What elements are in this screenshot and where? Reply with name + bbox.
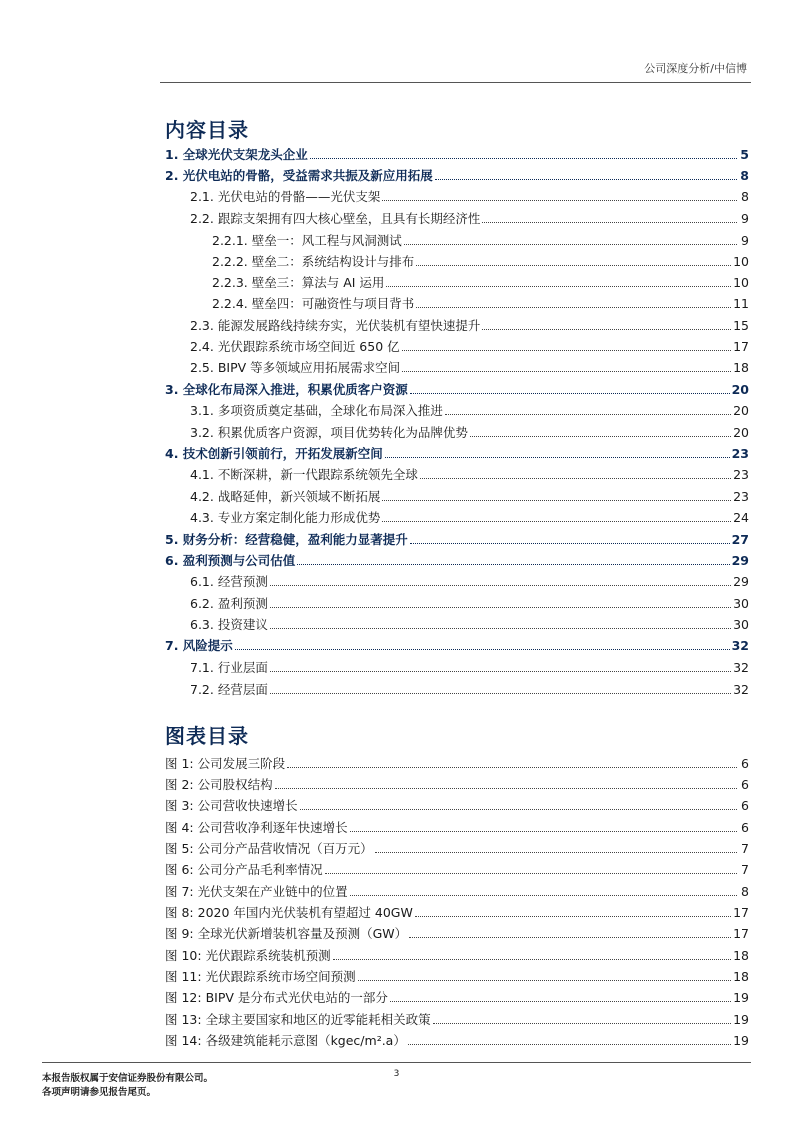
figure-entry[interactable]: 图 11: 光伏跟踪系统市场空间预测 18: [165, 969, 749, 984]
toc-entry[interactable]: 4.2. 战略延伸，新兴领域不断拓展 23: [190, 489, 749, 504]
toc-entry[interactable]: 3. 全球化布局深入推进，积累优质客户资源 20: [165, 382, 749, 397]
toc-entry[interactable]: 3.2. 积累优质客户资源，项目优势转化为品牌优势 20: [190, 425, 749, 440]
figure-entry[interactable]: 图 9: 全球光伏新增装机容量及预测（GW） 17: [165, 926, 749, 941]
toc-entry[interactable]: 6.3. 投资建议 30: [190, 617, 749, 632]
disclaimer-note: 各项声明请参见报告尾页。: [42, 1087, 157, 1098]
toc-entry[interactable]: 3.1. 多项资质奠定基础，全球化布局深入推进 20: [190, 403, 749, 418]
toc-entry[interactable]: 2.2.4. 壁垒四：可融资性与项目背书 11: [212, 296, 749, 311]
figure-entry[interactable]: 图 2: 公司股权结构 6: [165, 777, 749, 792]
toc-entry[interactable]: 2.5. BIPV 等多领域应用拓展需求空间 18: [190, 360, 749, 375]
toc-entry[interactable]: 5. 财务分析：经营稳健，盈利能力显著提升 27: [165, 532, 749, 547]
toc-entry[interactable]: 2.2.2. 壁垒二：系统结构设计与排布 10: [212, 254, 749, 269]
toc-entry[interactable]: 4. 技术创新引领前行，开拓发展新空间 23: [165, 446, 749, 461]
figure-entry[interactable]: 图 12: BIPV 是分布式光伏电站的一部分 19: [165, 990, 749, 1005]
figure-entry[interactable]: 图 8: 2020 年国内光伏装机有望超过 40GW 17: [165, 905, 749, 920]
figure-entry[interactable]: 图 14: 各级建筑能耗示意图（kgec/m².a） 19: [165, 1033, 749, 1048]
toc-entry[interactable]: 2.4. 光伏跟踪系统市场空间近 650 亿 17: [190, 339, 749, 354]
toc-entry[interactable]: 1. 全球光伏支架龙头企业 5: [165, 147, 749, 162]
header-divider: [160, 82, 751, 83]
toc-entry[interactable]: 6.1. 经营预测 29: [190, 574, 749, 589]
toc-entry[interactable]: 6.2. 盈利预测 30: [190, 596, 749, 611]
toc-entry[interactable]: 6. 盈利预测与公司估值 29: [165, 553, 749, 568]
figure-entry[interactable]: 图 7: 光伏支架在产业链中的位置 8: [165, 884, 749, 899]
figure-entry[interactable]: 图 1: 公司发展三阶段 6: [165, 756, 749, 771]
figure-entry[interactable]: 图 3: 公司营收快速增长 6: [165, 798, 749, 813]
toc-entry[interactable]: 7. 风险提示 32: [165, 638, 749, 653]
toc-entry[interactable]: 2.2. 跟踪支架拥有四大核心壁垒，且具有长期经济性 9: [190, 211, 749, 226]
report-header-label: 公司深度分析/中信博: [644, 62, 747, 75]
figures-title: 图表目录: [165, 724, 249, 748]
toc-entry[interactable]: 7.2. 经营层面 32: [190, 682, 749, 697]
figure-entry[interactable]: 图 5: 公司分产品营收情况（百万元） 7: [165, 841, 749, 856]
toc-title: 内容目录: [165, 118, 249, 142]
toc-entry[interactable]: 2.3. 能源发展路线持续夯实，光伏装机有望快速提升 15: [190, 318, 749, 333]
toc-entry[interactable]: 2.2.3. 壁垒三：算法与 AI 运用 10: [212, 275, 749, 290]
page-number: 3: [393, 1069, 400, 1079]
figure-entry[interactable]: 图 10: 光伏跟踪系统装机预测 18: [165, 948, 749, 963]
footer-divider: [42, 1062, 751, 1063]
toc-entry[interactable]: 4.1. 不断深耕，新一代跟踪系统领先全球 23: [190, 467, 749, 482]
figure-entry[interactable]: 图 6: 公司分产品毛利率情况 7: [165, 862, 749, 877]
figure-entry[interactable]: 图 13: 全球主要国家和地区的近零能耗相关政策 19: [165, 1012, 749, 1027]
figure-entry[interactable]: 图 4: 公司营收净利逐年快速增长 6: [165, 820, 749, 835]
toc-entry[interactable]: 7.1. 行业层面 32: [190, 660, 749, 675]
toc-entry[interactable]: 2.1. 光伏电站的骨骼——光伏支架 8: [190, 189, 749, 204]
toc-entry[interactable]: 2.2.1. 壁垒一：风工程与风洞测试 9: [212, 233, 749, 248]
copyright-note: 本报告版权属于安信证券股份有限公司。: [42, 1073, 214, 1084]
toc-entry[interactable]: 4.3. 专业方案定制化能力形成优势 24: [190, 510, 749, 525]
toc-entry[interactable]: 2. 光伏电站的骨骼，受益需求共振及新应用拓展 8: [165, 168, 749, 183]
